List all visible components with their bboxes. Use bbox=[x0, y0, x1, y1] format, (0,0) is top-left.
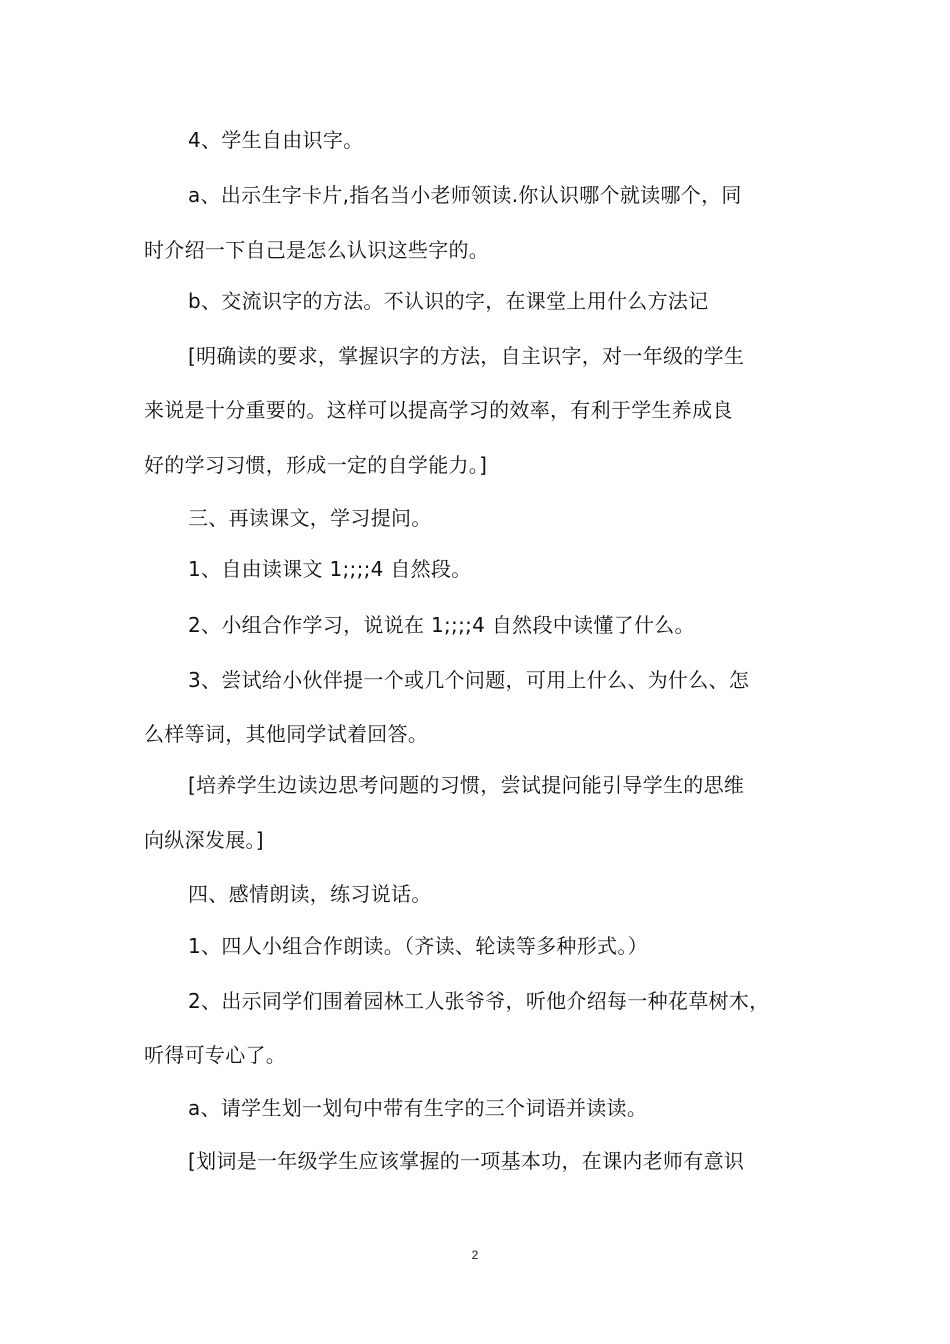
section-heading: 三、再读课文，学习提问。 bbox=[188, 506, 432, 530]
text-line: 1、四人小组合作朗读。（齐读、轮读等多种形式。） bbox=[188, 934, 648, 958]
text-line: 2、小组合作学习，说说在 1;;;;4 自然段中读懂了什么。 bbox=[188, 613, 695, 637]
text-line: 4、学生自由识字。 bbox=[188, 128, 364, 152]
text-line: 3、尝试给小伙伴提一个或几个问题，可用上什么、为什么、怎 bbox=[188, 668, 750, 692]
section-heading: 四、感情朗读，练习说话。 bbox=[188, 882, 432, 906]
text-line: b、交流识字的方法。不认识的字，在课堂上用什么方法记 bbox=[188, 289, 709, 313]
text-line: 向纵深发展。] bbox=[144, 828, 264, 852]
text-line: 2、出示同学们围着园林工人张爷爷，听他介绍每一种花草树木， bbox=[188, 989, 770, 1013]
text-line: 来说是十分重要的。这样可以提高学习的效率，有利于学生养成良 bbox=[144, 398, 733, 422]
text-line: a、请学生划一划句中带有生字的三个词语并读读。 bbox=[188, 1096, 648, 1120]
text-line: [明确读的要求，掌握识字的方法，自主识字，对一年级的学生 bbox=[188, 344, 745, 368]
text-line: 听得可专心了。 bbox=[144, 1043, 287, 1067]
text-line: 1、自由读课文 1;;;;4 自然段。 bbox=[188, 557, 472, 581]
text-line: 好的学习习惯，形成一定的自学能力。] bbox=[144, 453, 488, 477]
text-line: [划词是一年级学生应该掌握的一项基本功，在课内老师有意识 bbox=[188, 1149, 745, 1173]
text-line: 时介绍一下自己是怎么认识这些字的。 bbox=[144, 238, 490, 262]
text-line: a、出示生字卡片,指名当小老师领读.你认识哪个就读哪个，同 bbox=[188, 183, 742, 207]
text-line: 么样等词，其他同学试着回答。 bbox=[144, 722, 429, 746]
text-line: [培养学生边读边思考问题的习惯，尝试提问能引导学生的思维 bbox=[188, 773, 745, 797]
page-number: 2 bbox=[471, 1248, 479, 1262]
